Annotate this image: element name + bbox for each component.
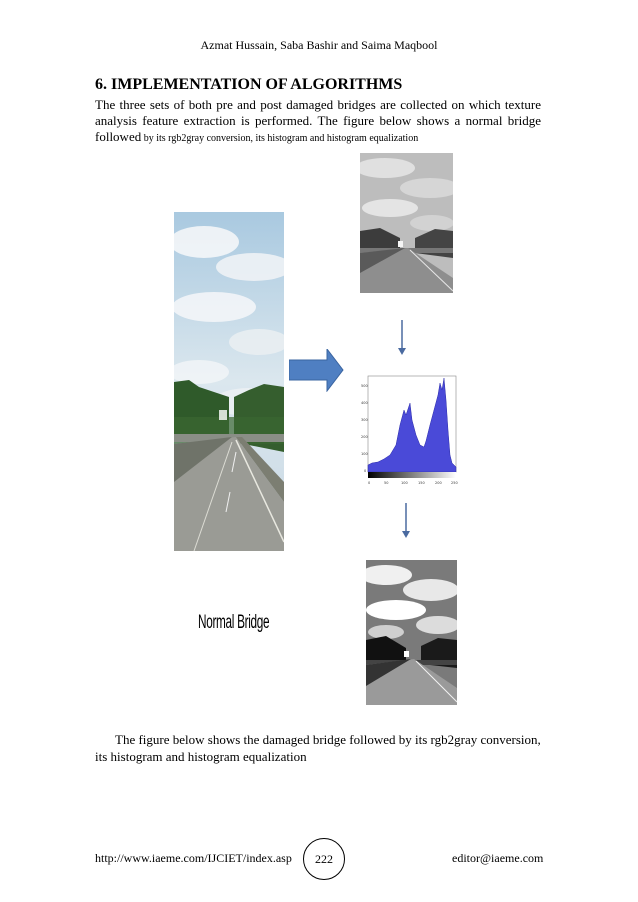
histogram-y-tick: 400 (361, 401, 368, 405)
color-bridge-photo (174, 212, 284, 551)
histogram-y-tick: 100 (361, 452, 368, 456)
paragraph-1-line-3 (95, 129, 541, 147)
paragraph-2: The figure below shows the damaged bridge followed by its rgb2gray conversion, its histogram and histogram equalization (95, 732, 541, 764)
down-arrow-icon (396, 320, 408, 356)
histogram-x-tick: 50 (384, 481, 389, 485)
paragraph-1-line-3-small: by its rgb2gray conversion, its histogram and histogram equalization (141, 133, 419, 144)
histogram-y-tick: 0 (364, 469, 367, 473)
page-number-text: 222 (315, 851, 333, 866)
running-header: Azmat Hussain, Saba Bashir and Saima Maqbool (200, 38, 438, 52)
page-number (303, 838, 345, 880)
histogram-y-tick: 500 (361, 384, 368, 388)
histogram-chart (360, 375, 460, 487)
paragraph-1-line-2: analysis feature extraction is performed. The figure below shows a normal bridge (95, 113, 541, 128)
figure-caption: Normal Bridge (198, 612, 270, 633)
paragraph-1-line-3-big: followed (95, 129, 142, 144)
right-arrow-icon (289, 349, 344, 392)
histogram-y-tick: 300 (361, 418, 368, 422)
down-arrow-icon (400, 503, 412, 539)
footer-email[interactable]: editor@iaeme.com (452, 851, 544, 865)
histogram-x-tick: 200 (435, 481, 442, 485)
footer-url[interactable]: http://www.iaeme.com/IJCIET/index.asp (95, 851, 292, 865)
histogram-x-tick: 100 (401, 481, 408, 485)
equalized-bridge-photo (366, 560, 457, 705)
histogram-x-tick: 0 (368, 481, 371, 485)
paragraph-1-line-1: The three sets of both pre and post damaged bridges are collected on which texture (95, 97, 541, 112)
section-title: 6. IMPLEMENTATION OF ALGORITHMS (95, 76, 403, 93)
histogram-x-tick: 250 (451, 481, 458, 485)
grayscale-bridge-photo (360, 153, 453, 293)
histogram-x-tick: 150 (418, 481, 425, 485)
histogram-y-tick: 200 (361, 435, 368, 439)
paragraph-1 (95, 97, 541, 129)
